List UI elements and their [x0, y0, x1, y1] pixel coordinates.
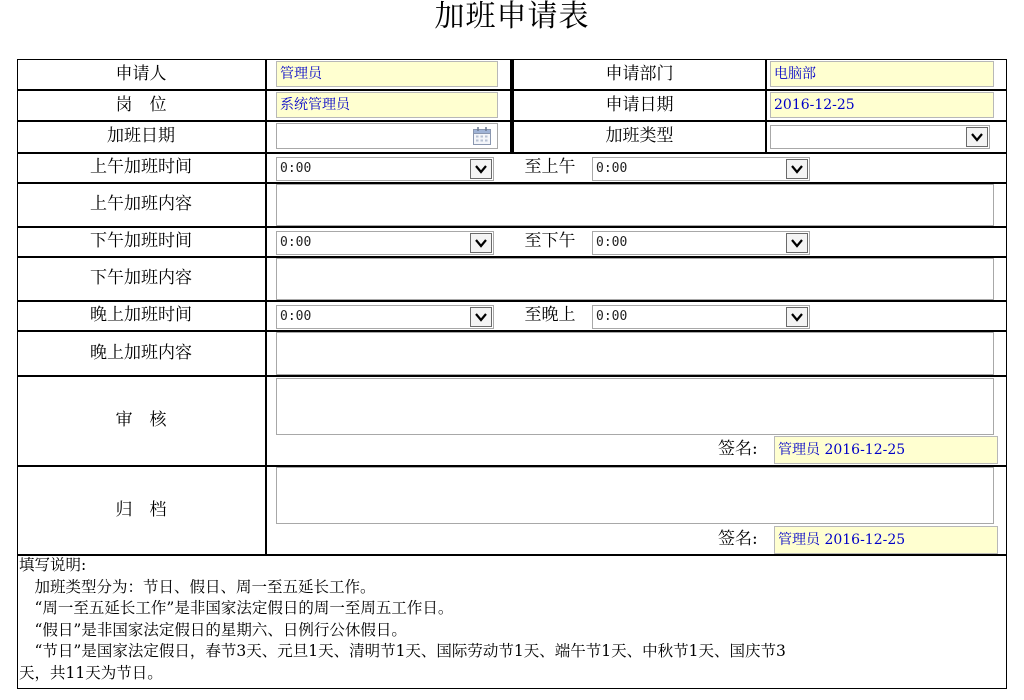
eve-to-select[interactable]	[592, 305, 810, 329]
instructions	[19, 555, 1004, 684]
pm-from-value: 0:00	[280, 235, 312, 250]
pm-time-label: 下午加班时间	[90, 231, 192, 251]
instructions-line: “周一至五延长工作”是非国家法定假日的周一至周五工作日。	[19, 599, 454, 617]
eve-content-input[interactable]	[276, 332, 994, 375]
pm-to-value: 0:00	[596, 235, 628, 250]
archive-sign-label: 签名:	[718, 529, 758, 549]
am-to-value: 0:00	[596, 161, 628, 176]
ot-date-input[interactable]	[276, 123, 498, 149]
applicant-field: 管理员	[276, 61, 498, 87]
chevron-down-icon[interactable]	[470, 307, 492, 327]
pm-to-label: 至下午	[524, 231, 576, 251]
position-label: 岗 位	[115, 95, 167, 115]
eve-from-value: 0:00	[280, 309, 312, 324]
eve-to-value: 0:00	[596, 309, 628, 324]
pm-from-select[interactable]	[276, 231, 494, 255]
instructions-heading: 填写说明:	[19, 556, 87, 574]
instructions-line: “节日”是国家法定假日，春节3天、元旦1天、清明节1天、国际劳动节1天、端午节1天、中秋节1天、国庆节3	[19, 642, 786, 660]
chevron-down-icon[interactable]	[470, 233, 492, 253]
am-time-label: 上午加班时间	[90, 157, 192, 177]
column-divider	[765, 59, 767, 153]
eve-to-label: 至晚上	[524, 305, 576, 325]
applicant-label: 申请人	[115, 64, 167, 84]
calendar-icon[interactable]	[472, 126, 492, 150]
archive-input[interactable]	[276, 467, 994, 524]
am-content-input[interactable]	[276, 184, 994, 226]
am-content-label: 上午加班内容	[90, 194, 192, 214]
pm-content-input[interactable]	[276, 258, 994, 300]
eve-time-label: 晚上加班时间	[90, 305, 192, 325]
ot-type-select[interactable]	[770, 125, 990, 149]
chevron-down-icon[interactable]	[786, 159, 808, 179]
column-divider	[265, 59, 267, 555]
department-field: 电脑部	[770, 61, 994, 87]
archive-sign-field: 管理员 2016-12-25	[774, 526, 998, 554]
chevron-down-icon[interactable]	[786, 233, 808, 253]
apply-date-label: 申请日期	[605, 95, 674, 115]
ot-type-label: 加班类型	[605, 126, 674, 146]
am-to-select[interactable]	[592, 157, 810, 181]
instructions-line: “假日”是非国家法定假日的星期六、日例行公休假日。	[19, 620, 407, 639]
am-from-select[interactable]	[276, 157, 494, 181]
am-to-label: 至上午	[524, 157, 576, 177]
archive-label: 归 档	[115, 500, 167, 520]
review-label: 审 核	[115, 410, 167, 430]
ot-date-label: 加班日期	[107, 126, 175, 146]
instructions-line: 天，共11天为节日。	[19, 663, 163, 682]
chevron-down-icon[interactable]	[966, 127, 988, 147]
eve-content-label: 晚上加班内容	[90, 343, 192, 363]
instructions-line: 加班类型分为：节日、假日、周一至五延长工作。	[19, 577, 376, 596]
department-label: 申请部门	[605, 64, 674, 84]
review-input[interactable]	[276, 378, 994, 435]
eve-from-select[interactable]	[276, 305, 494, 329]
pm-content-label: 下午加班内容	[90, 268, 192, 288]
apply-date-field: 2016-12-25	[770, 92, 994, 118]
am-from-value: 0:00	[280, 161, 312, 176]
pm-to-select[interactable]	[592, 231, 810, 255]
review-sign-field: 管理员 2016-12-25	[774, 436, 998, 464]
review-sign-label: 签名:	[718, 439, 758, 459]
chevron-down-icon[interactable]	[470, 159, 492, 179]
position-field: 系统管理员	[276, 92, 498, 118]
page-title: 加班申请表	[434, 0, 590, 34]
row-divider	[17, 375, 1007, 377]
chevron-down-icon[interactable]	[786, 307, 808, 327]
